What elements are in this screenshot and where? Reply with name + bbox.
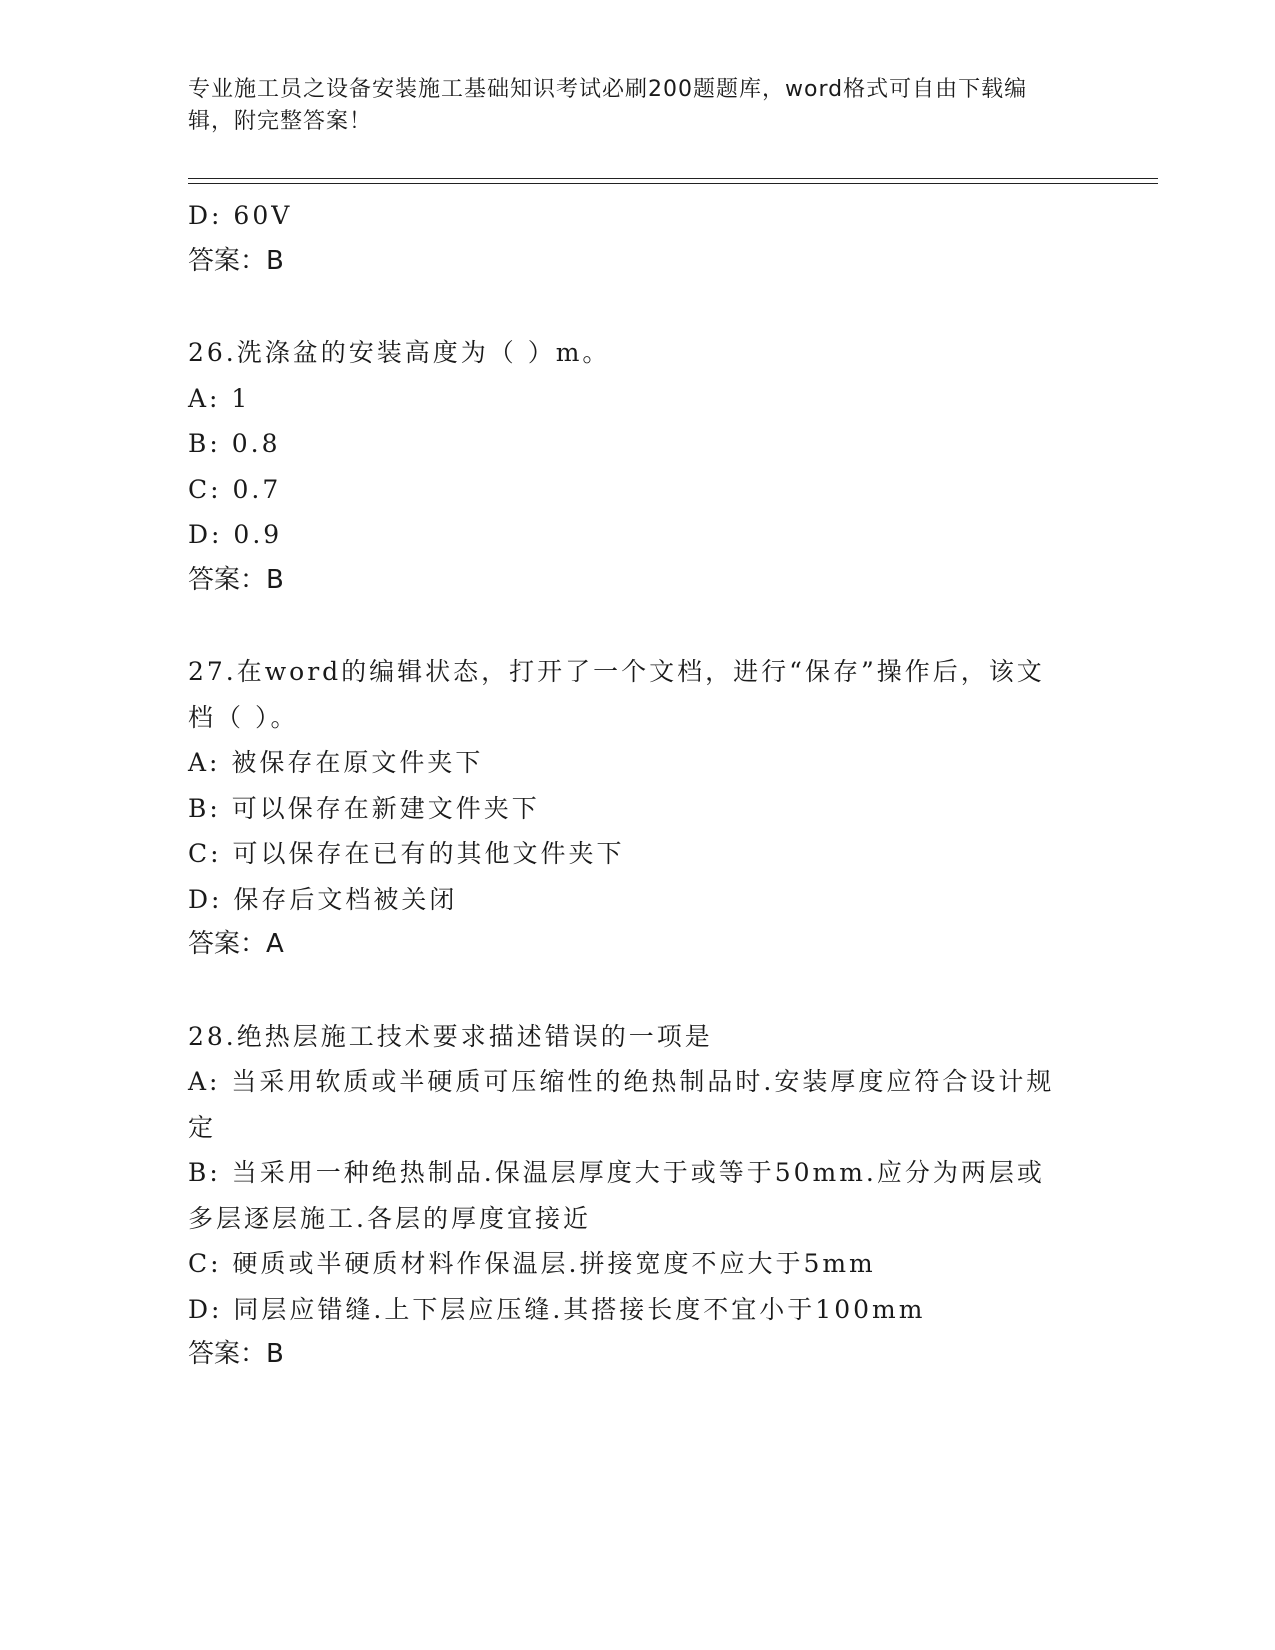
option-b: B: 0.8 (188, 429, 281, 458)
header-rule-top (188, 178, 1158, 179)
answer-label: 答案：B (188, 245, 284, 276)
option-a: A: 当采用软质或半硬质可压缩性的绝热制品时.安装厚度应符合设计规定 (188, 1067, 1055, 1142)
question-stem: 27.在word的编辑状态，打开了一个文档，进行“保存”操作后，该文档（ ）。 (188, 657, 1045, 732)
option-c: C: 0.7 (188, 474, 282, 504)
question-28 (188, 1014, 1088, 1378)
option-d: D: 0.9 (188, 520, 283, 549)
option-b: B: 可以保存在新建文件夹下 (188, 793, 540, 823)
question-stem: 28.绝热层施工技术要求描述错误的一项是 (188, 1021, 713, 1051)
question-list (188, 193, 1088, 1378)
spacer (188, 968, 1088, 1014)
option-a: A: 1 (188, 383, 251, 413)
spacer (188, 284, 1088, 330)
question-26 (188, 330, 1088, 603)
option-a: A: 被保存在原文件夹下 (188, 748, 484, 777)
answer-label: 答案：B (188, 564, 284, 595)
answer-label: 答案：A (188, 929, 284, 959)
document-title: 专业施工员之设备安装施工基础知识考试必刷200题题库，word格式可自由下载编辑，附完整答案！ (188, 77, 1028, 134)
option-b: B: 当采用一种绝热制品.保温层厚度大于或等于50mm.应分为两层或多层逐层施工.各层的厚度宜接近 (188, 1158, 1045, 1233)
answer-label: 答案：B (188, 1339, 284, 1369)
option-d: D: 保存后文档被关闭 (188, 884, 458, 914)
option-c: C: 硬质或半硬质材料作保温层.拼接宽度不应大于5mm (188, 1249, 876, 1278)
option-d: D: 60V (188, 201, 293, 230)
option-c: C: 可以保存在已有的其他文件夹下 (188, 839, 625, 868)
option-d: D: 同层应错缝.上下层应压缝.其搭接长度不宜小于100mm (188, 1294, 926, 1324)
question-27 (188, 649, 1088, 968)
spacer (188, 603, 1088, 649)
question-stem: 26.洗涤盆的安装高度为（ ）m。 (188, 338, 611, 367)
header-rule-bottom (188, 183, 1158, 184)
